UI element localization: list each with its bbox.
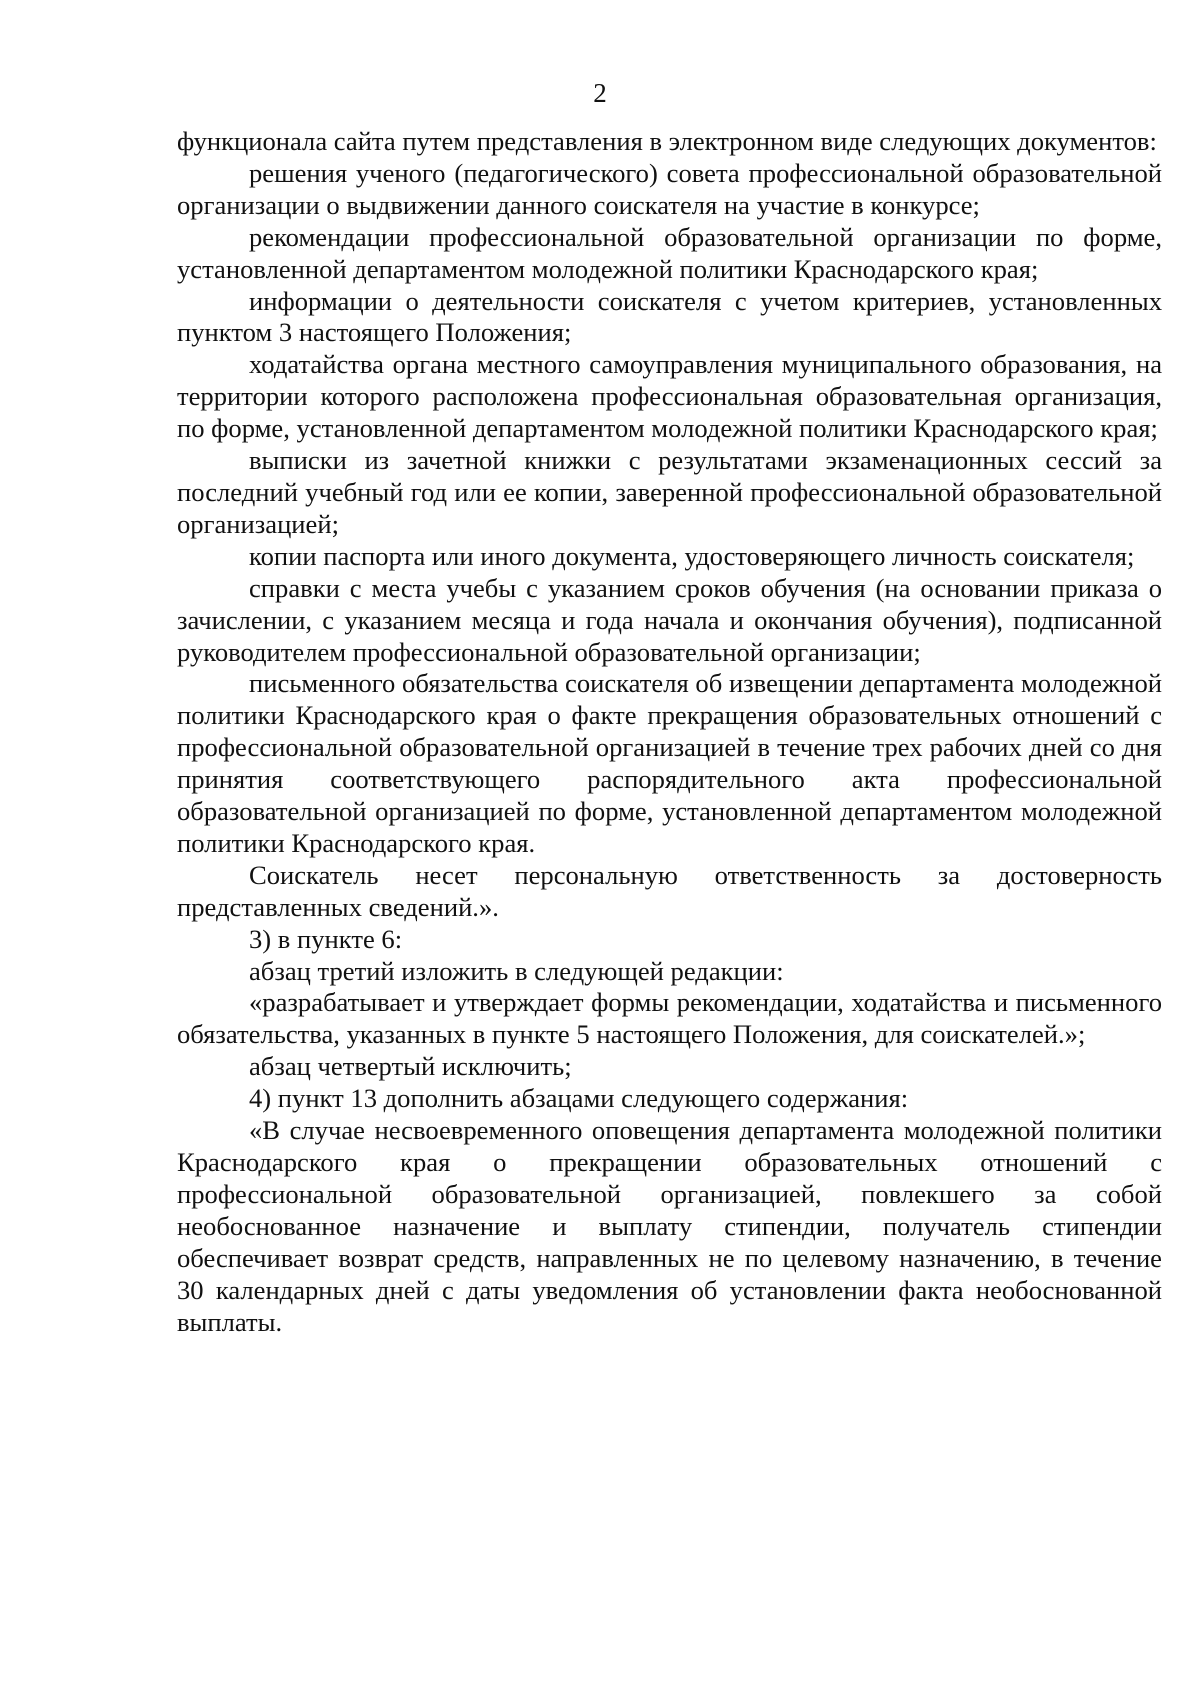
paragraph-recommendation: рекомендации профессиональной образовательной организации по форме, установленной департаментом молодежной политики Краснодарского края; (177, 221, 1162, 284)
paragraph-passport-copy: копии паспорта или иного документа, удостоверяющего личность соискателя; (249, 540, 1135, 571)
paragraph-forms-approval: «разрабатывает и утверждает формы рекомендации, ходатайства и письменного обязательства, указанных в пункте 5 настоящего Положения, для соискателей.»; (177, 987, 1162, 1050)
document-body (177, 126, 1162, 1338)
paragraph-refund-clause: «В случае несвоевременного оповещения департамента молодежной политики Краснодарского края о прекращении образовательных отношений с профессиональной образовательной организацией, повлекшего за собой необоснованное назначение и выплату стипендии, получатель стипендии обеспечивает возврат средств, направленных не по целевому назначению, в течение 30 календарных дней с даты уведомления об установлении факта необоснованной выплаты. (177, 1115, 1162, 1337)
paragraph-activity-info: информации о деятельности соискателя с учетом критериев, установленных пунктом 3 настоящего Положения; (177, 285, 1162, 348)
paragraph-council-decision: решения ученого (педагогического) совета профессиональной образовательной организации о выдвижении данного соискателя на участие в конкурсе; (177, 157, 1162, 220)
paragraph-study-certificate: справки с места учебы с указанием сроков обучения (на основании приказа о зачислении, с указанием месяца и года начала и окончания обучения), подписанной руководителем профессиональной образовательной организации; (177, 572, 1162, 667)
page-number: 2 (593, 78, 607, 108)
paragraph-item-3: 3) в пункте 6: (249, 923, 403, 954)
paragraph-record-book-extract: выписки из зачетной книжки с результатами экзаменационных сессий за последний учебный год или ее копии, заверенной профессиональной образовательной организацией; (177, 445, 1162, 539)
paragraph-responsibility: Соискатель несет персональную ответственность за достоверность представленных сведений.». (177, 859, 1162, 922)
paragraph-documents-intro: функционала сайта путем представления в электронном виде следующих документов: (177, 126, 1157, 156)
paragraph-third-clause: абзац третий изложить в следующей редакции: (249, 955, 784, 986)
paragraph-written-obligation: письменного обязательства соискателя об извещении департамента молодежной политики Краснодарского края о факте прекращения образовательных отношений с профессиональной образовательной организацией в течение трех рабочих дней со дня принятия соответствующего распорядительного акта профессиональной образовательной организацией по форме, установленной департаментом молодежной политики Краснодарского края. (177, 668, 1162, 858)
paragraph-petition: ходатайства органа местного самоуправления муниципального образования, на территории которого расположена профессиональная образовательная организация, по форме, установленной департаментом молодежной политики Краснодарского края; (177, 349, 1162, 444)
paragraph-item-4: 4) пункт 13 дополнить абзацами следующего содержания: (249, 1083, 909, 1114)
paragraph-fourth-clause: абзац четвертый исключить; (249, 1051, 572, 1082)
